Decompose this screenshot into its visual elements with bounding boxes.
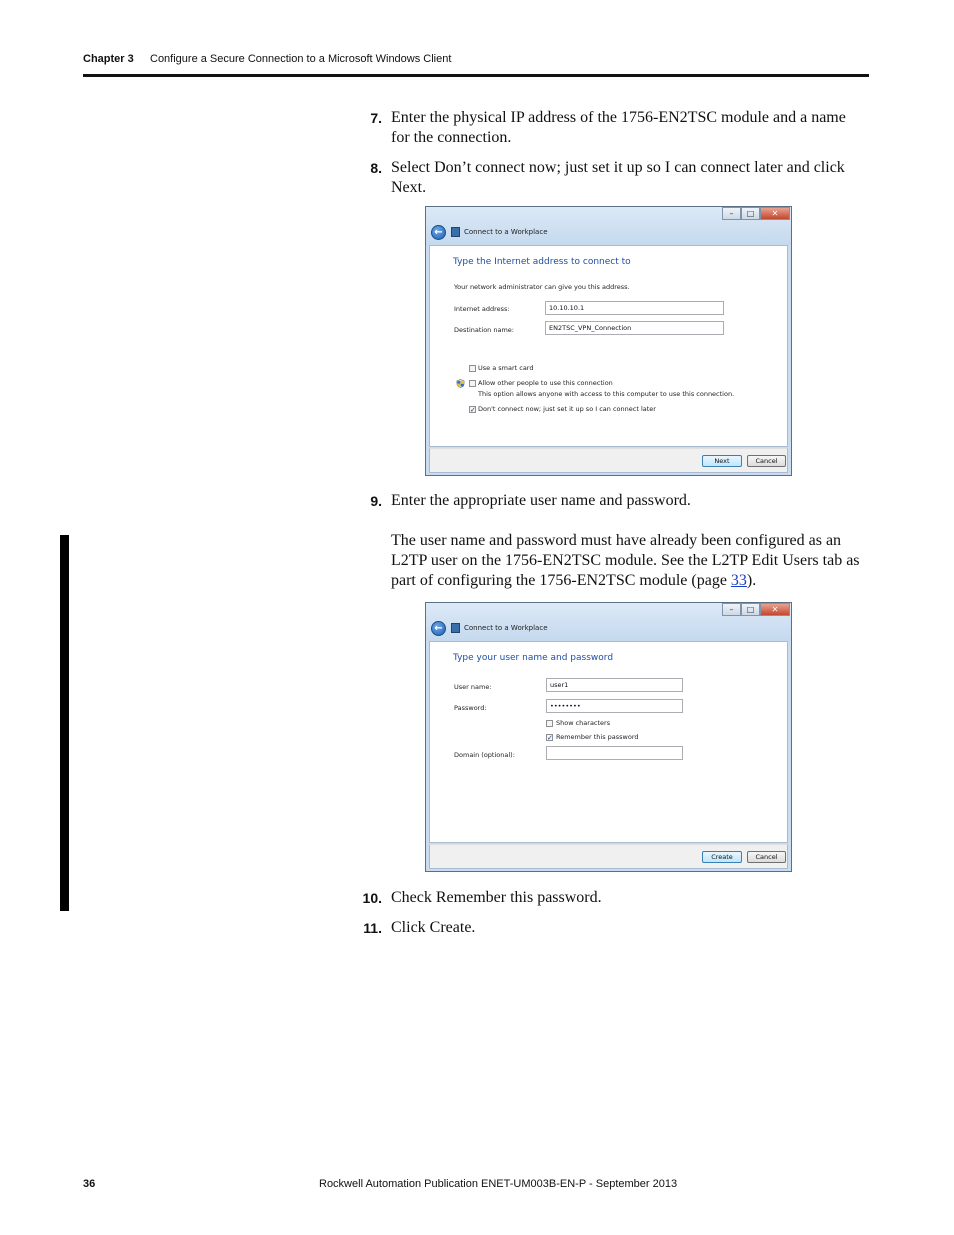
- password-label: Password:: [454, 704, 487, 712]
- show-characters-label: Show characters: [556, 719, 611, 727]
- smart-card-label: Use a smart card: [478, 364, 534, 372]
- dialog-content: [429, 245, 788, 447]
- window-controls: [722, 603, 790, 616]
- connect-workplace-dialog-credentials: [425, 602, 792, 872]
- show-characters-checkbox[interactable]: [546, 720, 553, 727]
- step-text: Enter the appropriate user name and password.: [391, 492, 691, 509]
- create-button[interactable]: Create: [702, 851, 742, 863]
- dont-connect-checkbox[interactable]: ✓: [470, 406, 476, 414]
- publication-info: Rockwell Automation Publication ENET-UM003B-EN-P - September 2013: [319, 1178, 678, 1190]
- cancel-button[interactable]: Cancel: [747, 455, 786, 467]
- dialog-footer: [429, 448, 788, 473]
- domain-input[interactable]: [546, 746, 683, 760]
- minimize-icon[interactable]: –: [722, 207, 741, 220]
- note-text: The user name and password must have already been configured as an L2TP user on the 1756-EN2TSC module. See the L2TP Edit Users tab as part of configuring the 1756-EN2TSC module (page: [391, 532, 860, 589]
- step-9: [370, 491, 866, 511]
- username-input[interactable]: user1: [546, 678, 683, 692]
- step-8: [370, 158, 866, 198]
- maximize-icon[interactable]: □: [741, 603, 760, 616]
- workplace-icon: [451, 623, 460, 633]
- window-controls: [722, 207, 790, 220]
- chapter-title: Configure a Secure Connection to a Microsoft Windows Client: [150, 53, 452, 65]
- workplace-icon: [451, 227, 460, 237]
- dialog-content: [429, 641, 788, 843]
- remember-password-label: Remember this password: [556, 733, 639, 741]
- step-text: Click Create.: [391, 919, 476, 936]
- dialog-footer: [429, 844, 788, 869]
- step-10: [362, 888, 866, 908]
- dialog-heading: Type the Internet address to connect to: [453, 257, 631, 267]
- step-text: Check Remember this password.: [391, 889, 602, 906]
- cancel-button[interactable]: Cancel: [747, 851, 786, 863]
- connect-workplace-dialog-address: [425, 206, 792, 476]
- step-text: Select Don’t connect now; just set it up so I can connect later and click Next.: [391, 159, 845, 196]
- window-title: Connect to a Workplace: [464, 228, 548, 236]
- step-7: [370, 108, 866, 148]
- back-arrow-icon[interactable]: ←: [431, 621, 446, 636]
- step-number: 11.: [363, 920, 382, 936]
- allow-others-label: Allow other people to use this connection: [478, 379, 613, 387]
- maximize-icon[interactable]: □: [741, 207, 760, 220]
- page-number: 36: [83, 1178, 96, 1190]
- next-button[interactable]: Next: [702, 455, 742, 467]
- change-bar: [60, 535, 69, 911]
- smart-card-checkbox[interactable]: [469, 365, 476, 372]
- info-text: Your network administrator can give you this address.: [454, 283, 630, 291]
- step-text: Enter the physical IP address of the 1756-EN2TSC module and a name for the connection.: [391, 109, 846, 146]
- header-rule: [83, 74, 869, 77]
- domain-label: Domain (optional):: [454, 751, 515, 759]
- step-11: [363, 918, 866, 938]
- dialog-heading: Type your user name and password: [453, 653, 614, 663]
- page-link[interactable]: 33: [730, 572, 747, 589]
- step-9-note: [391, 531, 869, 591]
- username-label: User name:: [454, 683, 492, 691]
- chapter-label: Chapter 3: [83, 53, 134, 65]
- internet-address-input[interactable]: 10.10.10.1: [545, 301, 724, 315]
- note-text-end: ).: [746, 572, 757, 589]
- close-icon[interactable]: ✕: [760, 603, 790, 616]
- internet-address-label: Internet address:: [454, 305, 510, 313]
- step-number: 10.: [362, 890, 382, 906]
- step-number: 7.: [370, 110, 382, 126]
- step-number: 9.: [370, 493, 382, 509]
- uac-shield-icon: [456, 379, 465, 388]
- minimize-icon[interactable]: –: [722, 603, 741, 616]
- back-arrow-icon[interactable]: ←: [431, 225, 446, 240]
- destination-name-input[interactable]: EN2TSC_VPN_Connection: [545, 321, 724, 335]
- window-title: Connect to a Workplace: [464, 624, 548, 632]
- remember-password-checkbox[interactable]: ✓: [547, 734, 553, 742]
- allow-others-description: This option allows anyone with access to this computer to use this connection.: [478, 390, 735, 398]
- close-icon[interactable]: ✕: [760, 207, 790, 220]
- password-input[interactable]: ••••••••: [546, 699, 683, 713]
- dont-connect-label: Don't connect now; just set it up so I can connect later: [478, 405, 656, 413]
- allow-others-checkbox[interactable]: [469, 380, 476, 387]
- destination-name-label: Destination name:: [454, 326, 514, 334]
- step-number: 8.: [370, 160, 382, 176]
